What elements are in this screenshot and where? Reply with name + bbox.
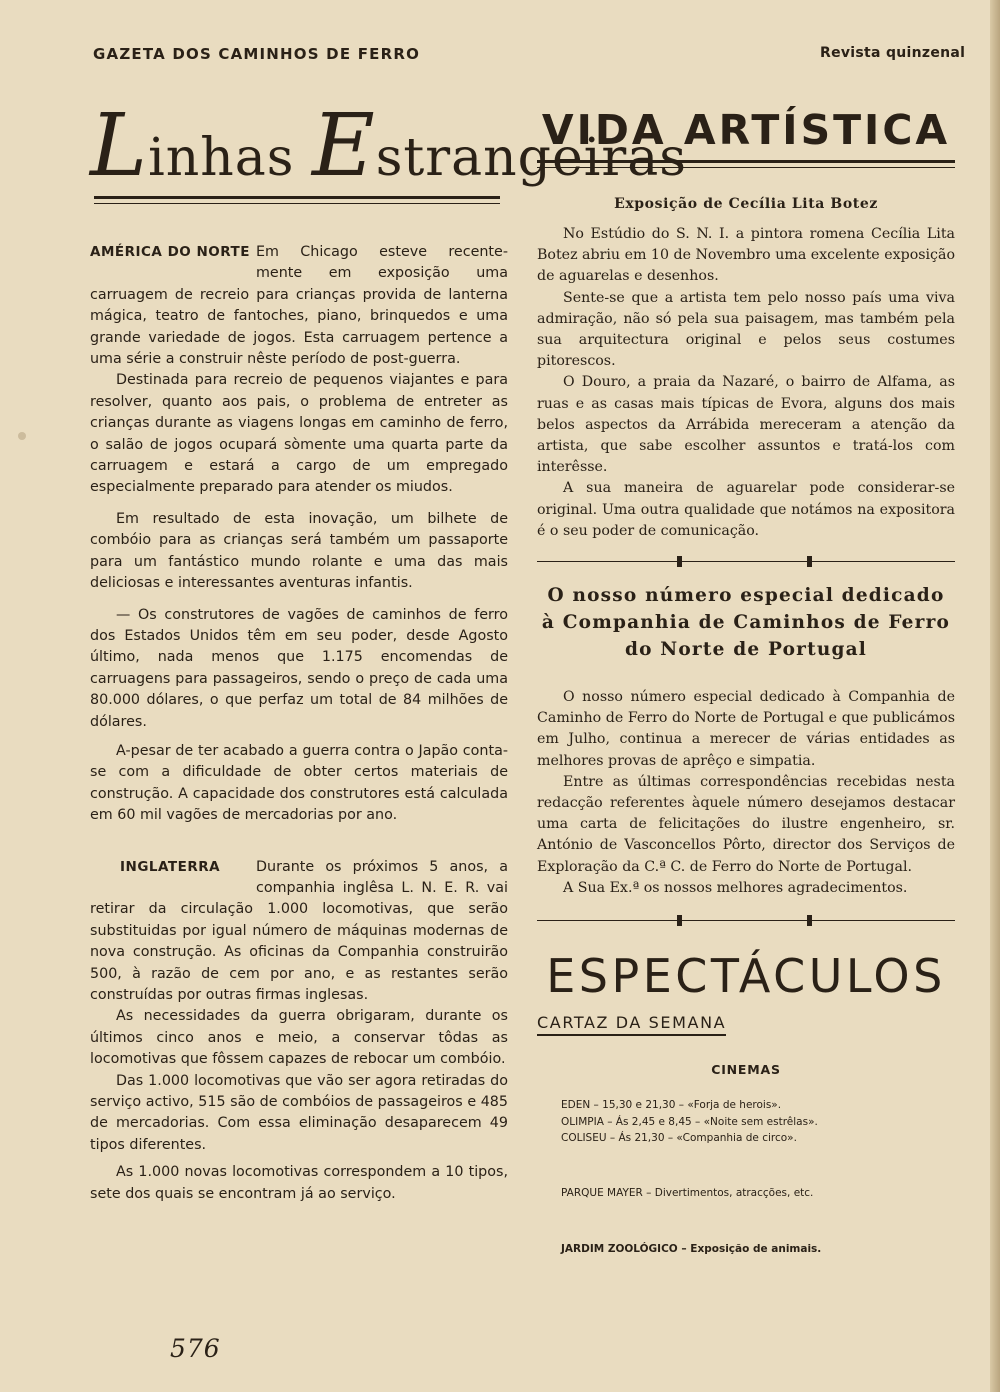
title-initial-e: E (311, 96, 376, 196)
cinemas-heading: CINEMAS (711, 1062, 781, 1078)
title-rule (94, 196, 500, 204)
inglaterra-first-line: Durante os próximos 5 anos, a (256, 858, 508, 875)
exposicao-heading: Exposição de Cecília Lita Botez (614, 196, 878, 212)
inglaterra-lead (90, 857, 508, 878)
divider-line (537, 920, 955, 921)
numero-especial-paragraph-2: Entre as últimas correspondências recebidas nesta redacção referentes àquele número desejamos destacar uma carta de felicitações do ilustre engenheiro, sr. António de Vasconcellos Pôrto, director dos Serviços de Exploração da C.ª C. de Ferro do Norte de Portugal. (537, 773, 955, 875)
vida-title-rule (537, 160, 955, 168)
inglaterra-section (90, 857, 508, 1206)
america-section (90, 242, 508, 827)
divider-mark (807, 556, 812, 567)
cinemas-list (537, 1097, 955, 1147)
page-number: 576 (170, 1334, 221, 1363)
cinema-listing: EDEN – 15,30 e 21,30 – «Forja de herois». (561, 1099, 782, 1112)
exposicao-paragraph-1: No Estúdio do S. N. I. a pintora romena Cecília Lita Botez abriu em 10 de Novembro uma excelente exposição de aguarelas e desenhos. (537, 226, 955, 285)
america-paragraph-4: — Os construtores de vagões de caminhos de ferro dos Estados Unidos têm em seu poder, desde Agosto último, nada menos que 1.175 encomendas de carruagens para passageiros, sendo o preço de cada uma 80.000 dólares, o que perfaz um total de 84 milhões de dólares. (90, 606, 508, 730)
divider-mark (677, 915, 682, 926)
inglaterra-paragraph-4: As 1.000 novas locomotivas correspondem a 10 tipos, sete dos quais se encontram já ao serviço. (90, 1164, 508, 1202)
divider-line (537, 561, 955, 562)
section-divider (537, 915, 955, 927)
inglaterra-label: INGLATERRA (120, 858, 221, 875)
inglaterra-paragraph-1: companhia inglêsa L. N. E. R. vai retirar da circulação 1.000 locomotivas, que serão substituidas por igual número de máquinas modernas de nova construção. As oficinas da Companhia construirão 500, à razão de cem por ano, e as restantes serão construídas por outras firmas inglesas. (90, 879, 508, 1003)
america-label: AMÉRICA DO NORTE (90, 244, 250, 260)
numero-especial-paragraph-1: O nosso número especial dedicado à Companhia de Caminho de Ferro do Norte de Portugal e que publicámos em Julho, continua a merecer de várias entidades as melhores provas de aprêço e simpatia. (537, 689, 955, 769)
jardim-zoologico-listing: JARDIM ZOOLÓGICO – Exposição de animais. (561, 1243, 822, 1256)
page-edge (990, 0, 1000, 1392)
numero-especial-heading-line-3: do Norte de Portugal (624, 639, 868, 661)
linhas-estrangeiras-title (90, 96, 687, 196)
inglaterra-paragraph-3: Das 1.000 locomotivas que vão ser agora retiradas do serviço activo, 515 são de combóios de passageiros e 485 de mercadorias. Com essa eliminação desaparecem 49 tipos diferentes. (90, 1072, 508, 1153)
cartaz-heading: CARTAZ DA SEMANA (537, 1013, 726, 1036)
numero-especial-paragraph-3: A Sua Ex.ª os nossos melhores agradecimentos. (563, 879, 908, 896)
section-divider (537, 556, 955, 568)
america-paragraph-3: Em resultado de esta inovação, um bilhete de combóio para as crianças será também um passaporte para um fantástico mundo rolante e uma das mais deliciosas e interessantes aventuras infantis. (90, 510, 508, 592)
america-lead (90, 242, 508, 263)
parque-mayer-listing: PARQUE MAYER – Divertimentos, atracções, etc. (561, 1186, 814, 1199)
numero-especial-heading-line-2: à Companhia de Caminhos de Ferro (541, 612, 951, 634)
divider-mark (677, 556, 682, 567)
numero-especial-heading (537, 582, 955, 663)
cinema-listing: COLISEU – Ás 21,30 – «Companhia de circo». (561, 1132, 797, 1145)
america-first-line: Em Chicago esteve recente- (255, 244, 508, 260)
exposicao-paragraph-4: A sua maneira de aguarelar pode considerar-se original. Uma outra qualidade que notámos na expositora é o seu poder de comunicação. (537, 480, 955, 539)
title-initial-l: L (90, 96, 149, 196)
divider-mark (807, 915, 812, 926)
inglaterra-paragraph-2: As necessidades da guerra obrigaram, durante os últimos cinco anos e meio, a conservar tôdas as locomotivas que fôssem capazes de rebocar um combóio. (90, 1008, 508, 1068)
espectaculos-title: ESPECTÁCULOS (546, 949, 946, 1004)
header-subtitle: Revista quinzenal (820, 45, 966, 61)
vida-artistica-title: VIDA ARTÍSTICA (541, 106, 951, 154)
numero-especial-heading-line-1: O nosso número especial dedicado (547, 585, 945, 607)
exposicao-paragraph-2: Sente-se que a artista tem pelo nosso país uma viva admiração, não só pela sua paisagem, mas também pela sua arquitectura original e pelos seus costumes pitorescos. (537, 289, 955, 370)
title-word-2: strangeiras (375, 128, 687, 188)
america-paragraph-2: Destinada para recreio de pequenos viajantes e para resolver, quanto aos pais, o problema de entreter as crianças durante as viagens longas em caminho de ferro, o salão de jogos ocupará sòmente uma quarta parte da carruagem e estará a cargo de um empregado especialmente preparado para atender os miudos. (90, 372, 508, 496)
title-word-1: inhas (148, 128, 312, 188)
america-paragraph-5: A-pesar de ter acabado a guerra contra o Japão conta-se com a dificuldade de obter certos materiais de construção. A capacidade dos construtores está calculada em 60 mil vagões de mercadorias por ano. (90, 742, 508, 824)
paper-stain (18, 432, 26, 440)
america-paragraph-1: mente em exposição uma carruagem de recreio para crianças provida de lanterna mágica, teatro de fantoches, piano, brinquedos e uma grande variedade de jogos. Esta carruagem pertence a uma série a construir nêste período de post-guerra. (90, 265, 508, 368)
cinema-listing: OLIMPIA – Ás 2,45 e 8,45 – «Noite sem estrêlas». (561, 1115, 818, 1128)
right-column (537, 100, 955, 1258)
exposicao-body (537, 224, 955, 542)
header-title: GAZETA DOS CAMINHOS DE FERRO (93, 45, 421, 63)
exposicao-paragraph-3: O Douro, a praia da Nazaré, o bairro de Alfama, as ruas e as casas mais típicas de Evora, alguns dos mais belos aspectos da Arrábida mereceram a atenção da artista, que sabe escolher assuntos e tratá-los com interêsse. (537, 374, 955, 476)
numero-especial-body (537, 687, 955, 899)
